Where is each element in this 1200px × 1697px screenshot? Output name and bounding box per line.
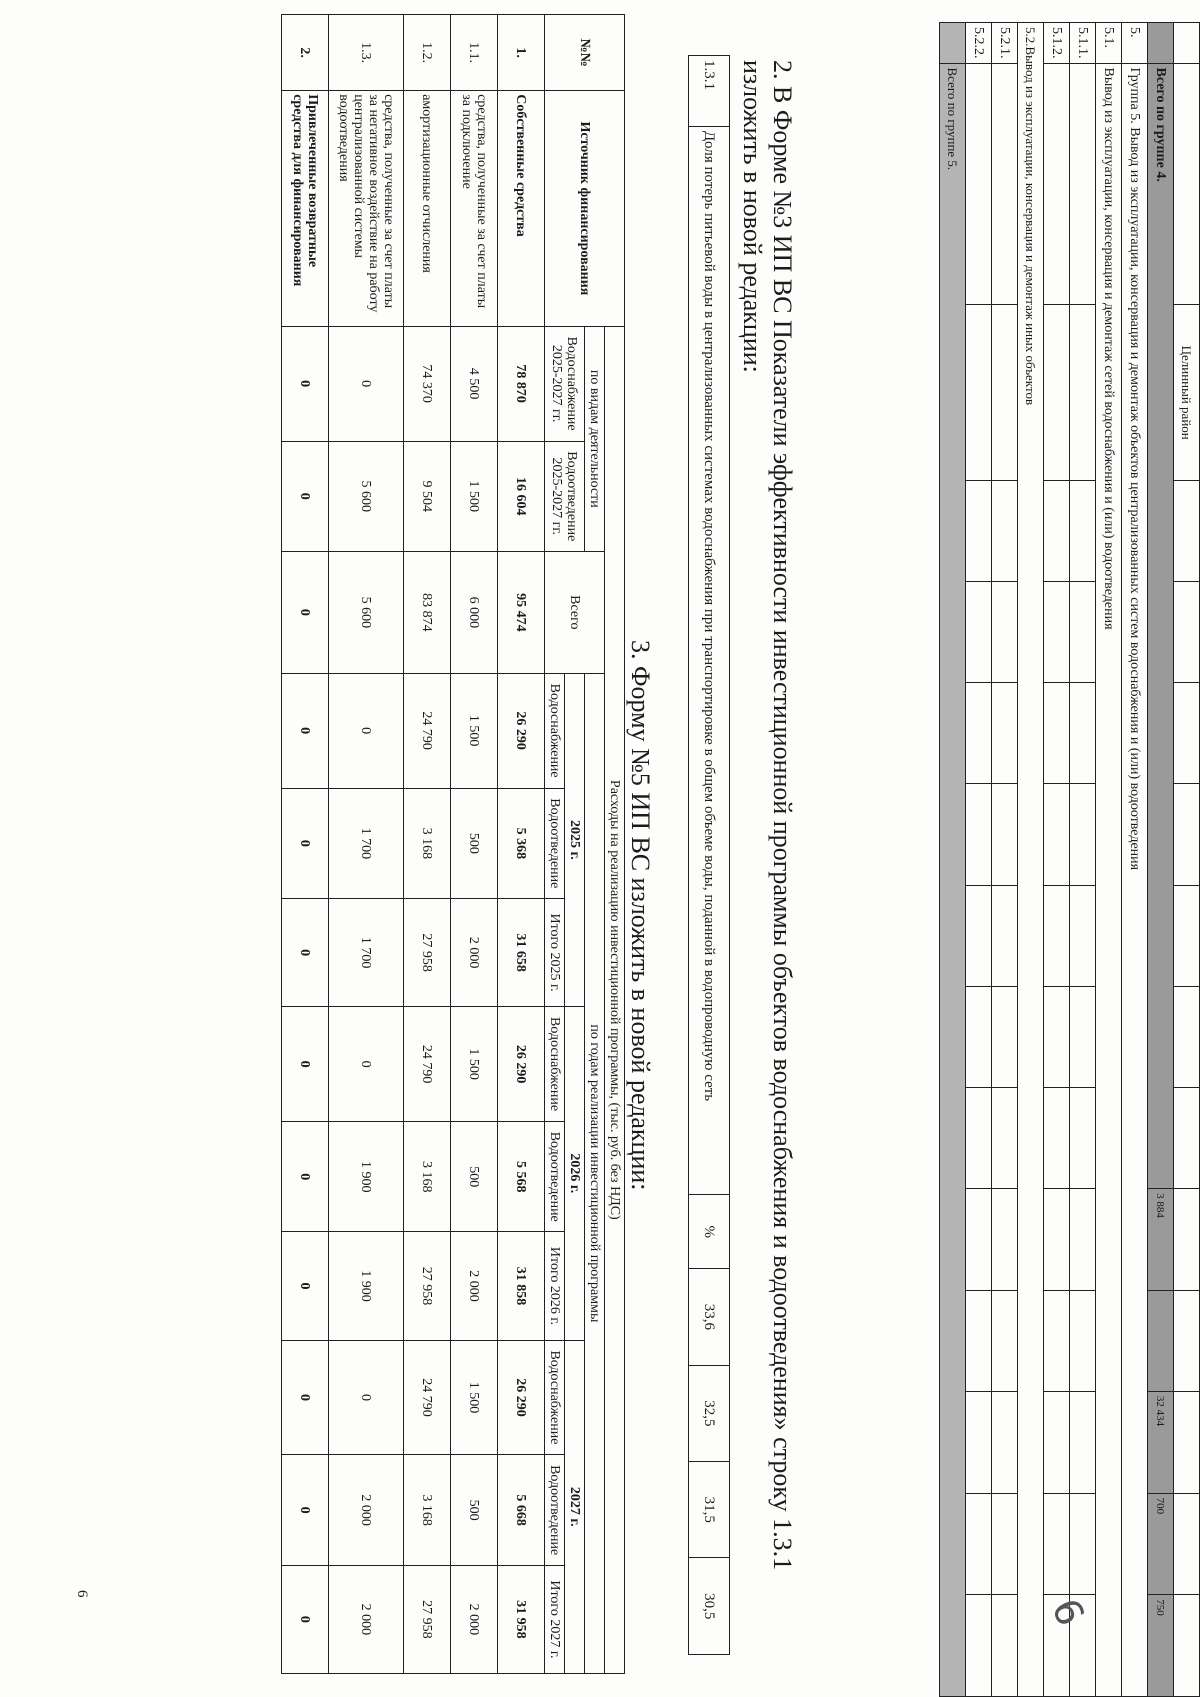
table-cell: 0: [282, 326, 329, 441]
section-2-table: [688, 55, 730, 1655]
table-cell: 0: [282, 552, 329, 674]
group-table: [939, 22, 1200, 1697]
table-cell: 0: [282, 1007, 329, 1122]
table-cell: 2 000: [329, 1455, 404, 1565]
table-cell: 27 958: [404, 1565, 451, 1673]
table-cell: 1 900: [329, 1122, 404, 1232]
table-cell: 5 600: [329, 552, 404, 674]
table-row: 5.2.2.: [966, 23, 992, 1697]
section-3-heading: 3. Форму №5 ИП ВС изложить в новой редакции:: [626, 640, 655, 1191]
table-cell: 1 700: [329, 788, 404, 898]
table-cell: 9 504: [404, 441, 451, 551]
header-expenses: Расходы на реализацию инвестиционной программы, (тыс. руб. без НДС): [605, 326, 625, 1673]
table-cell: 26 290: [498, 1007, 545, 1122]
table-cell: 2 000: [451, 1232, 498, 1340]
table-row: 2. Привлеченные возвратные средства для финансирования 0 0 0 0 0 0 0 0 0 0 0 0: [282, 15, 329, 1674]
table-cell: 0: [282, 441, 329, 551]
table-cell: 24 790: [404, 1007, 451, 1122]
table-cell: 500: [451, 788, 498, 898]
table-cell: 1 500: [451, 1007, 498, 1122]
table-cell: 31 658: [498, 899, 545, 1007]
table-cell: 16 604: [498, 441, 545, 551]
table-cell: 0: [282, 1340, 329, 1455]
table-cell: 24 790: [404, 1340, 451, 1455]
table-cell: 74 370: [404, 326, 451, 441]
table-row: Всего по группе 4. 3 884 32 434 700 750: [1148, 23, 1174, 1697]
table-cell: 78 870: [498, 326, 545, 441]
table-cell: 31 958: [498, 1565, 545, 1673]
financing-table: [281, 14, 625, 1674]
page-number: 6: [74, 1590, 90, 1598]
table-cell: 2 000: [329, 1565, 404, 1673]
financing-rows: [282, 15, 545, 1674]
table-cell: 0: [282, 1232, 329, 1340]
table-cell: 1 700: [329, 899, 404, 1007]
table-row: Водоснабжение Водоотведение Итого 2025 г. Водоснабжение Водоотведение Итого 2026 г. Водоснабжение Водоотведение Итого 2027 г.: [545, 15, 565, 1674]
table-cell: 500: [451, 1122, 498, 1232]
table-cell: 0: [329, 1340, 404, 1455]
table-row: 1. Собственные средства 78 870 16 604 95 474 26 290 5 368 31 658 26 290 5 568 31 858 26 290 5 668 31 958: [498, 15, 545, 1674]
section-2-heading: 2. В Форме №3 ИП ВС Показатели эффективности инвестиционной программы объектов водоснабжения и водоотведения» строку 1.3.1 изложить в новой редакции:: [738, 60, 797, 1571]
table-cell: 0: [282, 1565, 329, 1673]
table-cell: 26 290: [498, 1340, 545, 1455]
table-row: 1.3.1 Доля потерь питьевой воды в централизованных системах водоснабжения при транспортировке в общем объеме воды, поданной в водопроводную сеть % 33,6 32,5 31,5 30,5: [689, 56, 730, 1655]
table-cell: 26 290: [498, 673, 545, 788]
table-cell: 3 168: [404, 788, 451, 898]
header-district: Целинный район: [1174, 305, 1200, 481]
table-cell: 2 000: [451, 899, 498, 1007]
table-cell: 1 500: [451, 441, 498, 551]
table-row: 5.1.1.: [1070, 23, 1096, 1697]
table-cell: 24 790: [404, 673, 451, 788]
table-row: 1.1. средства, полученные за счет платы за подключение 4 500 1 500 6 000 1 500 500 2 000 1 500 500 2 000 1 500 500 2 000: [451, 15, 498, 1674]
table-row: 5.2.1.: [992, 23, 1018, 1697]
table-cell: 500: [451, 1455, 498, 1565]
table-row: [605, 15, 625, 1674]
table-cell: 1 500: [451, 673, 498, 788]
table-cell: 1 500: [451, 1340, 498, 1455]
table-row: 5. Группа 5. Вывод из эксплуатации, консервация и демонтаж объектов централизованных систем водоснабжения и (или) водоотведения: [1122, 23, 1148, 1697]
table-row: Водоснабжение 2025-2027 гг. Водоотведение 2025-2027 гг. 2025 г. 2026 г. 2027 г.: [565, 15, 585, 1674]
table-row: 5.2.Вывод из эксплуатации, консервация и демонтаж иных объектов: [1018, 23, 1044, 1697]
table-row: Всего по группе 5.: [940, 23, 966, 1697]
table-cell: 1 900: [329, 1232, 404, 1340]
table-cell: 0: [282, 673, 329, 788]
table-cell: 0: [329, 326, 404, 441]
table-cell: 95 474: [498, 552, 545, 674]
table-cell: 5 368: [498, 788, 545, 898]
table-cell: 83 874: [404, 552, 451, 674]
table-cell: 0: [329, 1007, 404, 1122]
table-row: по видам деятельности Всего по годам реализации инвестиционной программы: [585, 15, 605, 1674]
table-row: 1.2. амортизационные отчисления 74 370 9 504 83 874 24 790 3 168 27 958 24 790 3 168 27 958 24 790 3 168 27 958: [404, 15, 451, 1674]
table-cell: 31 858: [498, 1232, 545, 1340]
table-cell: 0: [282, 899, 329, 1007]
table-cell: 6 000: [451, 552, 498, 674]
table-row: 5.1.2.: [1044, 23, 1070, 1697]
table-cell: 3 168: [404, 1455, 451, 1565]
table-cell: 0: [282, 1455, 329, 1565]
table-cell: 5 568: [498, 1122, 545, 1232]
table-cell: 3 168: [404, 1122, 451, 1232]
header-num: №№: [545, 15, 625, 91]
table-cell: 2 000: [451, 1565, 498, 1673]
table-cell: 0: [282, 1122, 329, 1232]
table-cell: 27 958: [404, 899, 451, 1007]
table-cell: 5 668: [498, 1455, 545, 1565]
table-cell: 0: [329, 673, 404, 788]
table-row: [1174, 23, 1200, 1697]
handwritten-page-number: 6: [1042, 1591, 1094, 1633]
header-source: Источник финансирования: [545, 91, 625, 326]
table-cell: 5 600: [329, 441, 404, 551]
table-row: 5.1. Вывод из эксплуатации, консервация и демонтаж сетей водоснабжения и (или) водоотведения: [1096, 23, 1122, 1697]
table-cell: 0: [282, 788, 329, 898]
table-cell: 4 500: [451, 326, 498, 441]
table-row: 1.3. средства, полученные за счет платы за негативное воздействие на работу централизованной системы водоотведения 0 5 600 5 600 0 1 700 1 700 0 1 900 1 900 0 2 000 2 000: [329, 15, 404, 1674]
table-cell: 27 958: [404, 1232, 451, 1340]
